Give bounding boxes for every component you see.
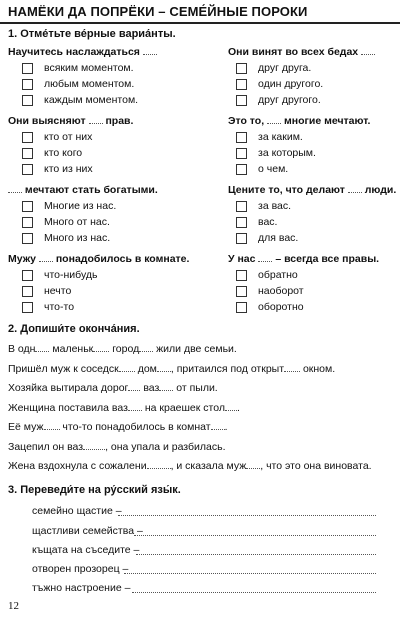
checkbox[interactable] (22, 132, 33, 143)
q7-option-3[interactable]: что-то (22, 301, 74, 313)
checkbox[interactable] (22, 217, 33, 228)
translate-item-2: щастливи семейства – (32, 525, 143, 537)
q8-option-1[interactable]: обратно (236, 269, 298, 281)
q4-option-3[interactable]: о чем. (236, 163, 288, 175)
checkbox[interactable] (22, 302, 33, 313)
section1-heading: 1. Отме́тьте ве́рные вариа́нты. (8, 28, 176, 40)
fill-line-5: Её муж что-то понадобилось в комнат . (8, 421, 228, 433)
checkbox[interactable] (22, 95, 33, 106)
translate-item-5: тъжно настроение – (32, 582, 131, 594)
translate-item-3: къщата на съседите – (32, 544, 140, 556)
question-8: У нас – всегда все правы. (228, 253, 380, 265)
answer-line-1[interactable] (118, 515, 376, 516)
q6-option-3[interactable]: для вас. (236, 232, 298, 244)
q1-option-2[interactable]: любым моментом. (22, 78, 134, 90)
q7-option-1[interactable]: что-нибудь (22, 269, 97, 281)
answer-line-3[interactable] (136, 554, 376, 555)
q5-option-2[interactable]: Много от нас. (22, 216, 110, 228)
title-rule (0, 22, 400, 24)
fill-line-6: Зацепил он ваз , она упала и разбилась. (8, 441, 226, 453)
section2-heading: 2. Допиши́те оконча́ния. (8, 323, 140, 335)
q2-option-1[interactable]: друг друга. (236, 62, 311, 74)
translate-item-1: семейно щастие – (32, 505, 122, 517)
checkbox[interactable] (22, 164, 33, 175)
q4-option-1[interactable]: за каким. (236, 131, 303, 143)
page-title: НАМЁКИ ДА ПОПРЁКИ – СЕМЕ́ЙНЫЕ ПОРОКИ (8, 4, 308, 19)
checkbox[interactable] (22, 79, 33, 90)
checkbox[interactable] (236, 233, 247, 244)
section3-heading: 3. Переведи́те на ру́сский язы́к. (8, 484, 181, 496)
checkbox[interactable] (22, 270, 33, 281)
q5-option-1[interactable]: Многие из нас. (22, 200, 116, 212)
q2-option-3[interactable]: друг другого. (236, 94, 321, 106)
q6-option-1[interactable]: за вас. (236, 200, 291, 212)
question-2: Они винят во всех бедах (228, 46, 375, 58)
page-number: 12 (8, 600, 19, 612)
checkbox[interactable] (236, 286, 247, 297)
q3-option-3[interactable]: кто из них (22, 163, 93, 175)
answer-line-2[interactable] (134, 535, 376, 536)
checkbox[interactable] (236, 79, 247, 90)
checkbox[interactable] (22, 286, 33, 297)
fill-line-4: Женщина поставила ваз на краешек стол . (8, 402, 240, 414)
checkbox[interactable] (22, 201, 33, 212)
q3-option-1[interactable]: кто от них (22, 131, 92, 143)
question-6: Цените то, что делают люди. (228, 184, 397, 196)
checkbox[interactable] (22, 233, 33, 244)
checkbox[interactable] (236, 148, 247, 159)
fill-line-3: Хозяйка вытирала дорог ваз от пыли. (8, 382, 218, 394)
checkbox[interactable] (236, 201, 247, 212)
q7-option-2[interactable]: нечто (22, 285, 71, 297)
q3-option-2[interactable]: кто кого (22, 147, 82, 159)
checkbox[interactable] (236, 132, 247, 143)
q5-option-3[interactable]: Много из нас. (22, 232, 110, 244)
checkbox[interactable] (236, 217, 247, 228)
question-7: Мужу понадобилось в комнате. (8, 253, 190, 265)
question-4: Это то, многие мечтают. (228, 115, 371, 127)
question-3: Они выясняют прав. (8, 115, 134, 127)
fill-line-7: Жена вздохнула с сожалени , и сказала муж , что это она виновата. (8, 460, 372, 472)
checkbox[interactable] (236, 95, 247, 106)
checkbox[interactable] (236, 164, 247, 175)
q2-option-2[interactable]: один другого. (236, 78, 323, 90)
translate-item-4: отворен прозорец – (32, 563, 129, 575)
q8-option-2[interactable]: наоборот (236, 285, 304, 297)
checkbox[interactable] (236, 63, 247, 74)
q1-option-3[interactable]: каждым моментом. (22, 94, 138, 106)
q4-option-2[interactable]: за которым. (236, 147, 316, 159)
answer-line-5[interactable] (132, 592, 376, 593)
checkbox[interactable] (236, 302, 247, 313)
question-1: Научитесь наслаждаться (8, 46, 157, 58)
fill-line-1: В одн маленьк город жили две семьи. (8, 343, 237, 355)
question-5: мечтают стать богатыми. (8, 184, 158, 196)
q6-option-2[interactable]: вас. (236, 216, 277, 228)
checkbox[interactable] (22, 148, 33, 159)
fill-line-2: Пришёл муж к соседск дом , притаился под открыт окном. (8, 363, 336, 375)
q1-option-1[interactable]: всяким моментом. (22, 62, 134, 74)
answer-line-4[interactable] (124, 573, 376, 574)
checkbox[interactable] (236, 270, 247, 281)
q8-option-3[interactable]: оборотно (236, 301, 304, 313)
checkbox[interactable] (22, 63, 33, 74)
